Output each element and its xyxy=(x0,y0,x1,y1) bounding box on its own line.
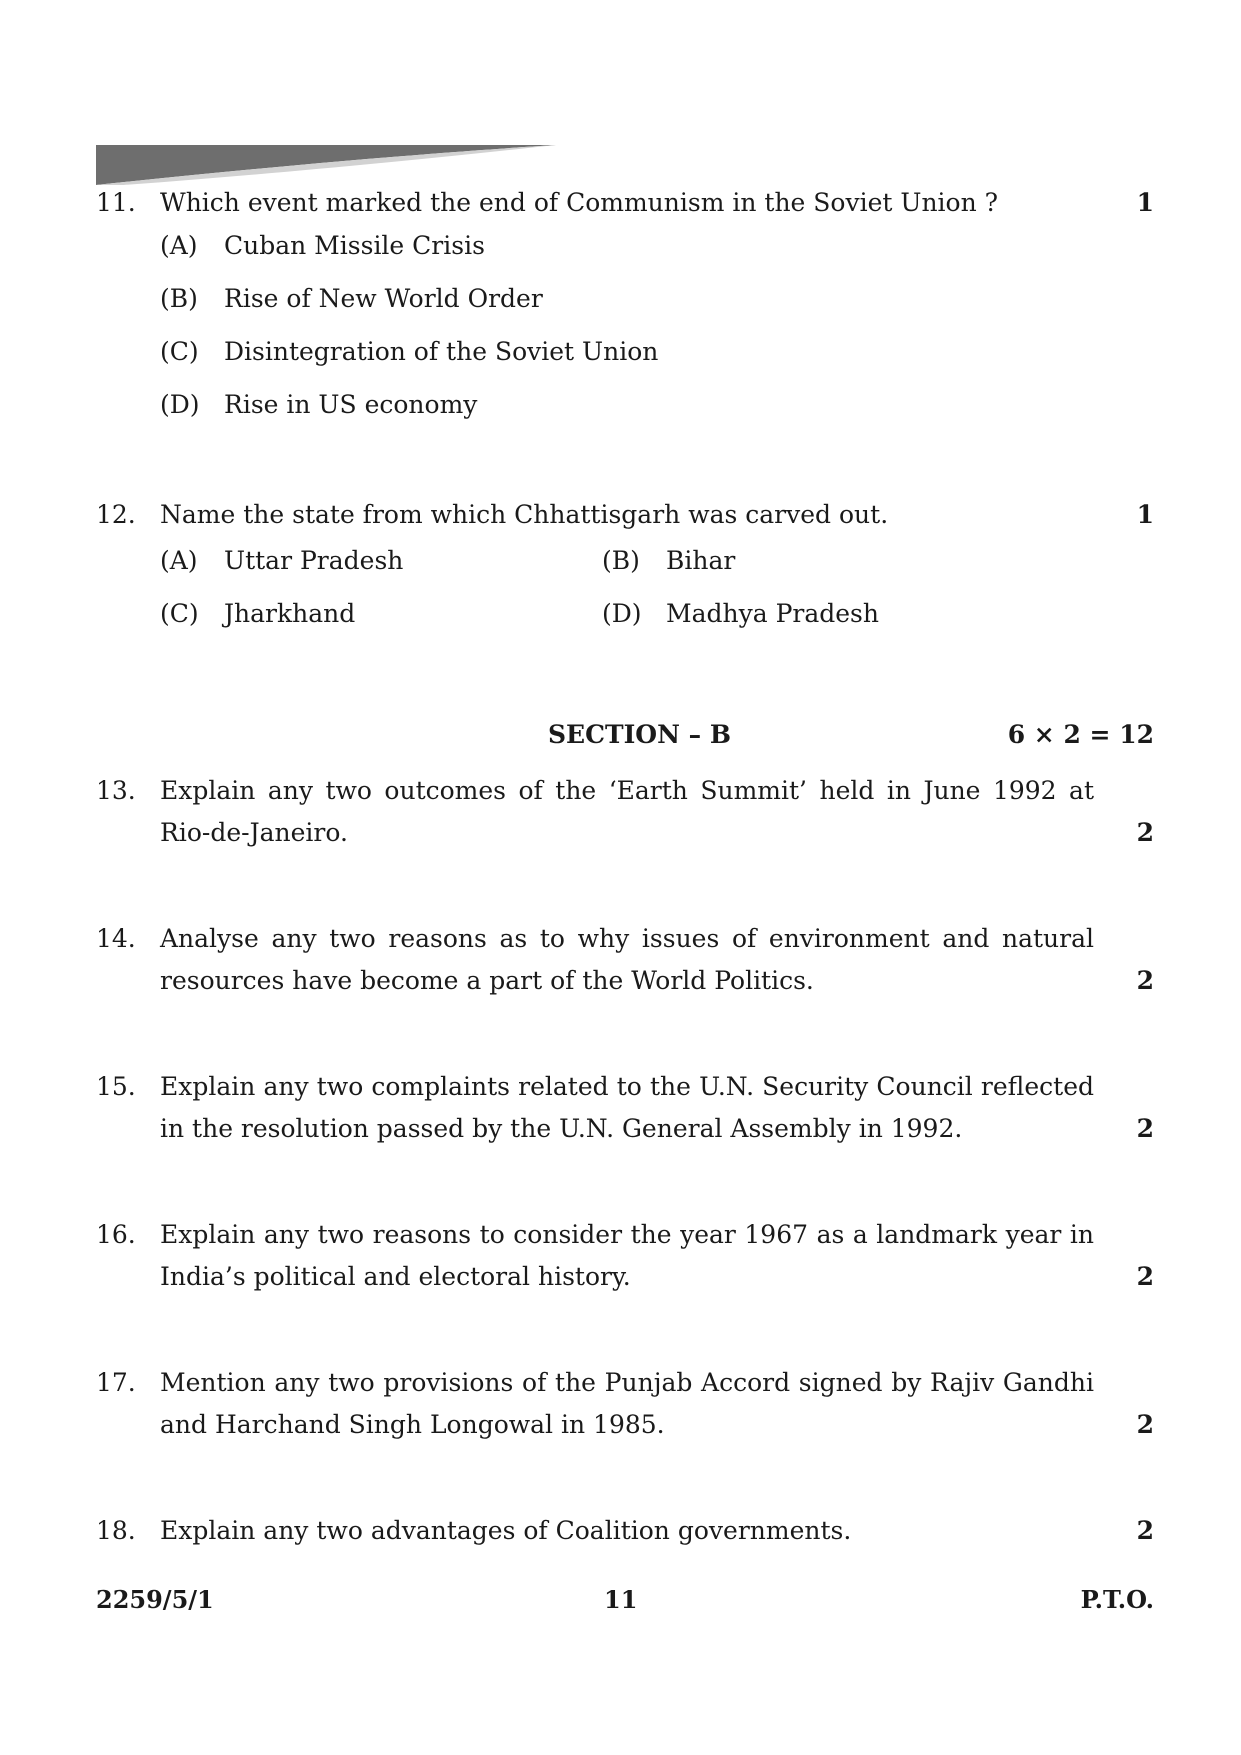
option-text: Madhya Pradesh xyxy=(666,599,879,628)
question-text: Explain any two complaints related to the U.N. Security Council reflected in the resolution passed by the U.N. General Assembly in 1992. xyxy=(160,1072,1094,1143)
question-number: 15. xyxy=(96,1072,136,1101)
option-label: (D) xyxy=(602,599,642,628)
option-label: (C) xyxy=(160,599,199,628)
option-d xyxy=(160,390,477,419)
option-label: (B) xyxy=(160,284,198,313)
question-13 xyxy=(96,770,1154,854)
option-c xyxy=(160,599,355,628)
question-number: 11. xyxy=(96,188,136,217)
option-label: (A) xyxy=(160,231,198,260)
header-decorative-band xyxy=(96,145,556,185)
option-label: (D) xyxy=(160,390,200,419)
question-number: 17. xyxy=(96,1368,136,1397)
question-marks: 2 xyxy=(1136,818,1154,847)
question-marks: 2 xyxy=(1136,1410,1154,1439)
option-text: Jharkhand xyxy=(224,599,356,628)
question-marks: 2 xyxy=(1136,966,1154,995)
option-label: (C) xyxy=(160,337,199,366)
option-c xyxy=(160,337,658,366)
section-marks: 6 × 2 = 12 xyxy=(1007,720,1154,749)
option-label: (A) xyxy=(160,546,198,575)
section-title: SECTION – B xyxy=(548,720,731,749)
option-a xyxy=(160,546,403,575)
option-text: Rise of New World Order xyxy=(224,284,543,313)
question-text: Explain any two advantages of Coalition governments. xyxy=(160,1516,852,1545)
option-text: Rise in US economy xyxy=(224,390,478,419)
question-number: 16. xyxy=(96,1220,136,1249)
question-18 xyxy=(96,1510,1154,1552)
option-text: Cuban Missile Crisis xyxy=(224,231,485,260)
question-text: Mention any two provisions of the Punjab Accord signed by Rajiv Gandhi and Harchand Singh Longowal in 1985. xyxy=(160,1368,1094,1439)
option-text: Bihar xyxy=(666,546,736,575)
option-text: Uttar Pradesh xyxy=(224,546,404,575)
question-11 xyxy=(96,182,1154,224)
question-marks: 2 xyxy=(1136,1114,1154,1143)
question-text: Which event marked the end of Communism in the Soviet Union ? xyxy=(160,188,999,217)
question-number: 12. xyxy=(96,500,136,529)
footer-paper-code: 2259/5/1 xyxy=(96,1585,214,1614)
question-number: 13. xyxy=(96,776,136,805)
question-15 xyxy=(96,1066,1154,1150)
question-text: Explain any two reasons to consider the year 1967 as a landmark year in India’s political and electoral history. xyxy=(160,1220,1094,1291)
option-a xyxy=(160,231,485,260)
question-text: Explain any two outcomes of the ‘Earth Summit’ held in June 1992 at Rio-de-Janeiro. xyxy=(160,776,1094,847)
footer-pto: P.T.O. xyxy=(1080,1585,1154,1614)
question-number: 18. xyxy=(96,1516,136,1545)
question-marks: 2 xyxy=(1136,1516,1154,1545)
option-b xyxy=(160,284,543,313)
question-17 xyxy=(96,1362,1154,1446)
question-12 xyxy=(96,494,1154,536)
option-text: Disintegration of the Soviet Union xyxy=(224,337,659,366)
option-d xyxy=(602,599,879,628)
option-label: (B) xyxy=(602,546,640,575)
question-14 xyxy=(96,918,1154,1002)
question-marks: 1 xyxy=(1136,500,1154,529)
question-text: Name the state from which Chhattisgarh was carved out. xyxy=(160,500,889,529)
footer-page-number: 11 xyxy=(604,1585,638,1614)
option-b xyxy=(602,546,735,575)
question-number: 14. xyxy=(96,924,136,953)
question-marks: 2 xyxy=(1136,1262,1154,1291)
question-16 xyxy=(96,1214,1154,1298)
question-marks: 1 xyxy=(1136,188,1154,217)
question-text: Analyse any two reasons as to why issues of environment and natural resources have become a part of the World Politics. xyxy=(160,924,1094,995)
